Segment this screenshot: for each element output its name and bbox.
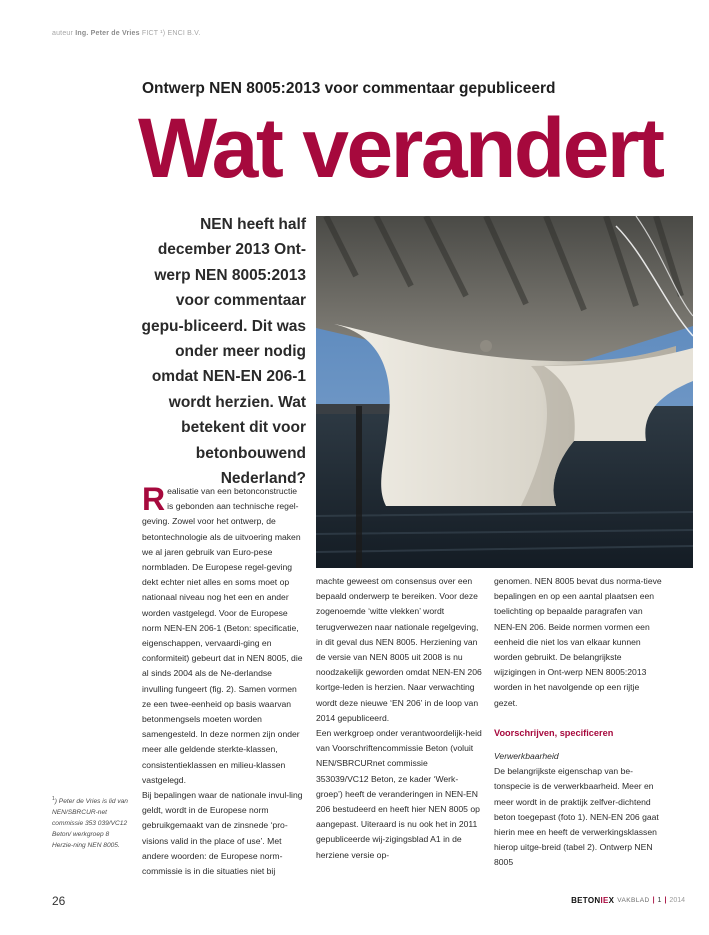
body-paragraph: Een werkgroep onder verantwoordelijk-heid van Voorschriftencommissie Beton (voluit NEN/SBRCURnet commissie 353039/VC12 Beton, ze kader ‘Werk-groep’) heeft de veranderingen in NEN-EN 206 bestudeerd en heeft hier NEN 8005 op aangepast. Uiteraard is nu ook het in 2011 gepubliceerde wij-zigingsblad A1 in de herziene versie op- <box>316 728 482 860</box>
body-column-2 <box>316 574 482 863</box>
article-lead: NEN heeft half december 2013 Ont-werp NEN 8005:2013 voor commentaar gepu-bliceerd. Dit was onder meer nodig omdat NEN-EN 206-1 wordt herzien. Wat betekent dit voor betonbouwend Nederland? <box>141 216 306 488</box>
body-column-3 <box>494 574 664 871</box>
bridge-pillars-photo <box>316 216 693 568</box>
footnote-marker: 1 <box>52 796 55 802</box>
body-paragraph <box>142 481 304 788</box>
body-paragraph: genomen. NEN 8005 bevat dus norma-tieve bepalingen en op een aantal plaatsen een toelichting op bepaalde paragrafen van NEN-EN 206. Beide normen vormen een eenheid die niet los van elkaar kunnen worden gebruikt. De belangrijkste wijzigingen in Ont-werp NEN 8005:2013 worden in het navolgende op een rijtje gezet. <box>494 576 662 708</box>
separator-bar: | <box>664 897 667 904</box>
issue-number: 1 <box>657 897 662 904</box>
footer-brand <box>571 896 685 905</box>
drop-cap: R <box>142 481 166 517</box>
author-line <box>52 30 201 37</box>
issue-year: 2014 <box>669 897 685 904</box>
body-paragraph: machte geweest om consensus over een bepaald onderwerp te bereiken. Voor deze zogenoemde ‘witte vlekken’ wordt terugverwezen naar nationale regelgeving, in dit geval dus NEN 8005. Herziening van de versie van NEN 8005 uit 2008 is nu noodzakelijk geworden omdat NEN-EN 206 kortge-leden is herzien. Naar verwachting wordt deze nieuwe ‘EN 206’ in de loop van 2014 gepubliceerd. <box>316 576 482 723</box>
subheading: Verwerkbaarheid <box>494 751 559 762</box>
body-paragraph: De belangrijkste eigenschap van be-tonspecie is de verwerkbaarheid. Meer en meer wordt in de praktijk zelfver-dichtend beton toegepast (foto 1). NEN-EN 206 gaat hierin mee en heeft de verwerkingsklassen hierop uitge-breid (tabel 2). Ontwerp NEN 8005 <box>494 766 659 868</box>
paragraph-text: ealisatie van een betonconstructie is gebonden aan technische regel-geving. Zowel voor het ontwerp, de betontechnologie als de uitvoering maken we al jaren gebruik van Euro-pese normbladen. De Europese regel-geving dekt echter niet alles en soms moet op nationaal niveau nog het een en ander worden vastgelegd. Voor de Europese norm NEN-EN 206-1 (Beton: specificatie, eigenschappen, vervaardi-ging en conformiteit) gebeurt dat in NEN 8005, die al sinds 2004 als de Ne-derlandse invulling fungeert (fig. 2). Samen vormen ze een twee-eenheid op basis waarvan betonmengsels moeten worden samengesteld. In deze normen zijn onder meer alle geldende sterkte-klassen, consistentieklassen en milieu-klassen vastgelegd. <box>142 486 303 785</box>
separator-bar: | <box>652 897 655 904</box>
author-affiliation: FICT ¹) ENCI B.V. <box>141 30 201 37</box>
author-name: Ing. Peter de Vries <box>75 30 140 37</box>
author-prefix: auteur <box>52 30 74 37</box>
magazine-logo: BETONIEX <box>571 896 615 905</box>
section-heading: Voorschrijven, specificeren <box>494 727 614 738</box>
page-number: 26 <box>52 894 66 908</box>
body-column-1 <box>142 481 304 879</box>
magazine-subtitle: VAKBLAD <box>617 897 650 904</box>
footnote <box>52 794 130 852</box>
footnote-text: ) Peter de Vries is lid van NEN/SBRCUR-net commissie 353 039/VC12 Beton/ werkgroep 8 Herzie-ning NEN 8005. <box>52 798 128 849</box>
article-headline: Wat verandert <box>138 101 663 195</box>
article-kicker: Ontwerp NEN 8005:2013 voor commentaar gepubliceerd <box>142 80 556 97</box>
body-paragraph: Bij bepalingen waar de nationale invul-ling geldt, wordt in de Europese norm gebruikgemaakt van de zinsnede ‘pro-visions valid in the place of use’. Met andere woorden: de Europese norm-commissie is in die situaties niet bij <box>142 790 303 877</box>
